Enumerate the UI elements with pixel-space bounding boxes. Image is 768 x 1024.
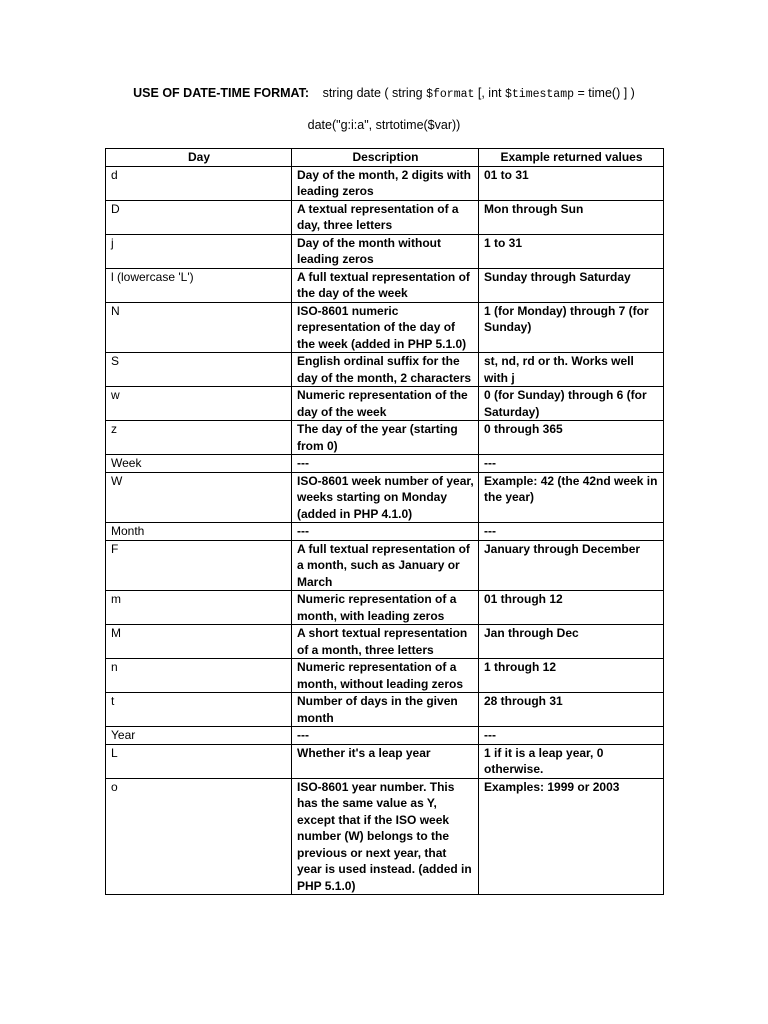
table-row [106,540,664,591]
table-row [106,523,664,541]
table-row [106,591,664,625]
signature-part: ] ) [623,86,635,100]
signature-part: = [577,86,585,100]
description-cell: Day of the month without leading zeros [292,234,479,268]
table-row [106,727,664,745]
example-cell: 1 (for Monday) through 7 (for Sunday) [479,302,664,353]
example-cell: 28 through 31 [479,693,664,727]
description-cell: The day of the year (starting from 0) [292,421,479,455]
example-cell: 0 through 365 [479,421,664,455]
description-cell: Whether it's a leap year [292,744,479,778]
table-row [106,659,664,693]
table-row [106,353,664,387]
example-cell: 1 through 12 [479,659,664,693]
example-cell: January through December [479,540,664,591]
format-code-cell: z [106,421,292,455]
example-cell: Example: 42 (the 42nd week in the year) [479,472,664,523]
signature-timestamp-var: $timestamp [505,88,575,101]
description-cell: Numeric representation of a month, with leading zeros [292,591,479,625]
format-code-cell: Year [106,727,292,745]
signature-part: [, int [477,86,502,100]
table-row [106,472,664,523]
format-code-cell: Month [106,523,292,541]
description-cell: Numeric representation of the day of the week [292,387,479,421]
description-cell: A full textual representation of the day of the week [292,268,479,302]
format-code-cell: S [106,353,292,387]
format-code-cell: N [106,302,292,353]
example-call: date("g:i:a", strtotime($var)) [307,118,461,132]
example-cell: --- [479,727,664,745]
description-cell: --- [292,727,479,745]
example-cell: 01 through 12 [479,591,664,625]
example-cell: 1 if it is a leap year, 0 otherwise. [479,744,664,778]
header-description: Description [292,149,479,167]
description-cell: English ordinal suffix for the day of the month, 2 characters [292,353,479,387]
format-code-cell: d [106,166,292,200]
example-cell: Jan through Dec [479,625,664,659]
table-row [106,744,664,778]
signature-part: string date ( string [322,86,423,100]
description-cell: Number of days in the given month [292,693,479,727]
table-row [106,268,664,302]
format-code-cell: t [106,693,292,727]
format-code-cell: m [106,591,292,625]
table-row [106,200,664,234]
example-cell: 01 to 31 [479,166,664,200]
format-code-cell: M [106,625,292,659]
format-code-cell: D [106,200,292,234]
format-code-cell: l (lowercase 'L') [106,268,292,302]
header-example: Example returned values [479,149,664,167]
format-code-cell: n [106,659,292,693]
description-cell: Numeric representation of a month, without leading zeros [292,659,479,693]
description-cell: A short textual representation of a month, three letters [292,625,479,659]
table-row [106,778,664,895]
date-format-table [105,148,664,895]
heading-label: USE OF DATE-TIME FORMAT: [133,86,310,100]
signature-format-var: $format [426,88,475,101]
format-code-cell: L [106,744,292,778]
format-code-cell: o [106,778,292,895]
table-row [106,421,664,455]
description-cell: ISO-8601 numeric representation of the day of the week (added in PHP 5.1.0) [292,302,479,353]
page-heading [0,86,768,101]
header-day: Day [106,149,292,167]
example-cell: 1 to 31 [479,234,664,268]
example-cell: Sunday through Saturday [479,268,664,302]
description-cell: --- [292,523,479,541]
table-row [106,234,664,268]
description-cell: A full textual representation of a month, such as January or March [292,540,479,591]
description-cell: ISO-8601 week number of year, weeks starting on Monday (added in PHP 4.1.0) [292,472,479,523]
example-cell: --- [479,455,664,473]
table-header-row [106,149,664,167]
format-code-cell: Week [106,455,292,473]
table-row [106,387,664,421]
table-row [106,455,664,473]
signature-time-func: time() [588,86,621,100]
example-cell: 0 (for Sunday) through 6 (for Saturday) [479,387,664,421]
table-row [106,166,664,200]
description-cell: ISO-8601 year number. This has the same value as Y, except that if the ISO week number (W) belongs to the previous or next year, that year is used instead. (added in PHP 5.1.0) [292,778,479,895]
example-cell: Examples: 1999 or 2003 [479,778,664,895]
description-cell: Day of the month, 2 digits with leading zeros [292,166,479,200]
example-cell: Mon through Sun [479,200,664,234]
format-code-cell: F [106,540,292,591]
table-body [106,166,664,895]
example-cell: --- [479,523,664,541]
format-code-cell: w [106,387,292,421]
description-cell: A textual representation of a day, three letters [292,200,479,234]
example-cell: st, nd, rd or th. Works well with j [479,353,664,387]
description-cell: --- [292,455,479,473]
format-code-cell: W [106,472,292,523]
table-row [106,302,664,353]
table-row [106,625,664,659]
format-code-cell: j [106,234,292,268]
table-row [106,693,664,727]
